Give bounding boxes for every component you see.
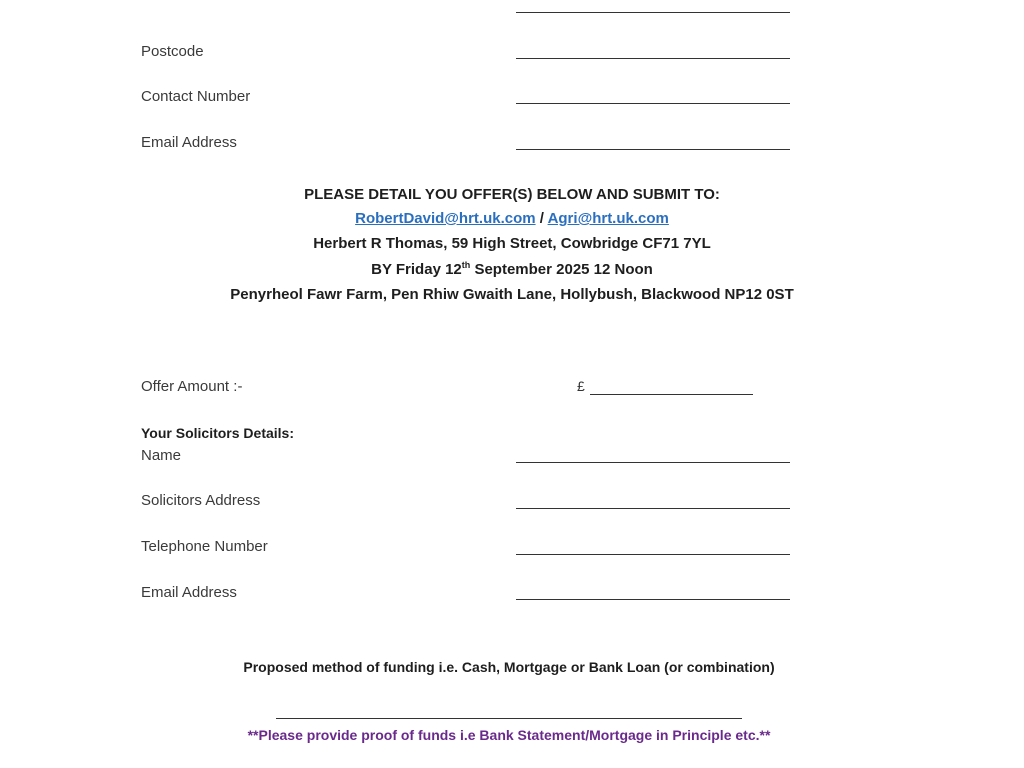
email-link-agri[interactable]: Agri@hrt.uk.com [547,210,669,227]
currency-symbol: £ [577,378,585,394]
solicitor-email-label: Email Address [141,584,237,601]
contact-number-input-line[interactable] [516,103,790,104]
email-separator: / [539,210,544,227]
solicitor-email-input-line[interactable] [516,599,790,600]
deadline [0,261,1024,278]
solicitor-address-label: Solicitors Address [141,492,261,509]
postcode-input-line[interactable] [516,58,790,59]
deadline-prefix: BY Friday 12 [371,261,462,278]
submission-heading: PLEASE DETAIL YOU OFFER(S) BELOW AND SUBMIT TO: [304,186,720,203]
submission-emails [0,210,1024,227]
solicitor-telephone-label: Telephone Number [141,538,268,555]
postcode-label: Postcode [141,43,204,60]
solicitor-telephone-input-line[interactable] [516,554,790,555]
funding-input-line[interactable] [276,718,742,719]
proof-of-funds-note: **Please provide proof of funds i.e Bank Statement/Mortgage in Principle etc.** [247,727,771,743]
agent-address: Herbert R Thomas, 59 High Street, Cowbridge CF71 7YL [313,235,711,252]
solicitor-name-label: Name [141,447,182,464]
email-link-robertdavid[interactable]: RobertDavid@hrt.uk.com [355,210,536,227]
solicitor-address-input-line[interactable] [516,508,790,509]
offer-amount-label: Offer Amount :- [141,378,243,395]
deadline-suffix: September 2025 12 Noon [474,261,653,278]
email-address-input-line[interactable] [516,149,790,150]
email-address-label: Email Address [141,134,237,151]
property-address: Penyrheol Fawr Farm, Pen Rhiw Gwaith Lane, Hollybush, Blackwood NP12 0ST [230,286,794,303]
deadline-ordinal: th [461,260,471,270]
offer-amount-input-line[interactable] [590,394,753,395]
previous-field-line[interactable] [516,12,790,13]
funding-heading: Proposed method of funding i.e. Cash, Mortgage or Bank Loan (or combination) [243,659,775,675]
contact-number-label: Contact Number [141,88,251,105]
solicitor-details-heading: Your Solicitors Details: [141,425,294,441]
solicitor-name-input-line[interactable] [516,462,790,463]
